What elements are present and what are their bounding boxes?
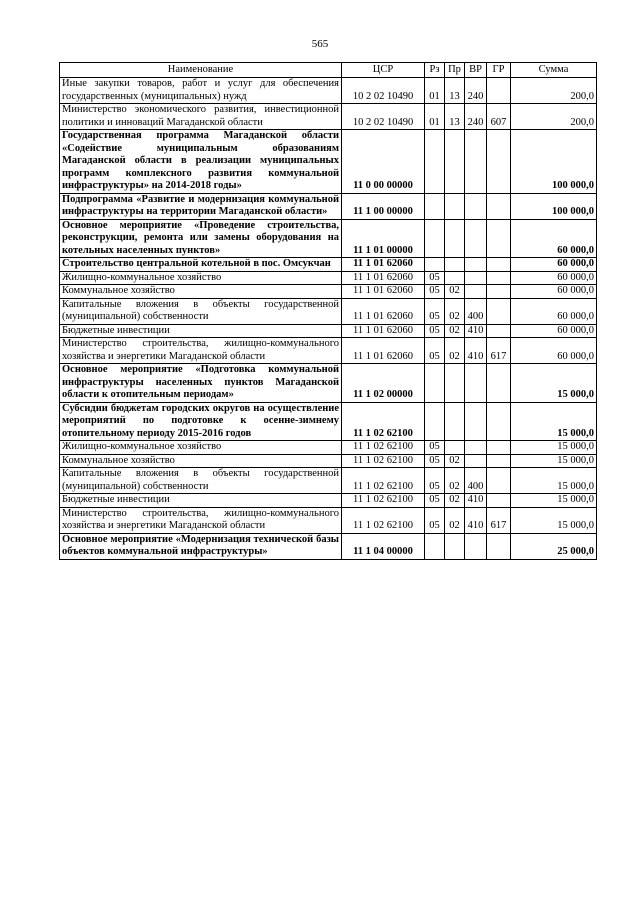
cell-sum: 60 000,0	[511, 324, 597, 338]
cell-vr: 400	[465, 298, 487, 324]
table-row	[60, 468, 597, 494]
cell-name: Основное мероприятие «Подготовка коммунальной инфраструктуры населенных пунктов Магаданской области к отопительным периодам»	[60, 364, 342, 403]
cell-name: Капитальные вложения в объекты государственной (муниципальной) собственности	[60, 298, 342, 324]
cell-sum: 60 000,0	[511, 219, 597, 258]
table-row	[60, 258, 597, 272]
cell-csr: 11 1 02 62100	[342, 454, 425, 468]
cell-vr: 240	[465, 78, 487, 104]
cell-csr: 11 1 01 62060	[342, 271, 425, 285]
table-row	[60, 441, 597, 455]
column-header-rz: Рз	[425, 63, 445, 78]
cell-vr	[465, 533, 487, 559]
cell-gr	[487, 494, 511, 508]
cell-sum: 200,0	[511, 78, 597, 104]
cell-name: Министерство строительства, жилищно-коммунального хозяйства и энергетики Магаданской области	[60, 507, 342, 533]
column-header-gr: ГР	[487, 63, 511, 78]
cell-name: Бюджетные инвестиции	[60, 324, 342, 338]
cell-rz: 05	[425, 468, 445, 494]
cell-name: Капитальные вложения в объекты государственной (муниципальной) собственности	[60, 468, 342, 494]
cell-name: Жилищно-коммунальное хозяйство	[60, 271, 342, 285]
cell-gr	[487, 402, 511, 441]
cell-pr	[445, 402, 465, 441]
cell-vr: 410	[465, 507, 487, 533]
cell-vr	[465, 258, 487, 272]
cell-vr: 410	[465, 494, 487, 508]
cell-name: Жилищно-коммунальное хозяйство	[60, 441, 342, 455]
cell-rz: 05	[425, 441, 445, 455]
cell-pr	[445, 130, 465, 194]
cell-vr: 240	[465, 104, 487, 130]
cell-rz: 05	[425, 285, 445, 299]
cell-name: Иные закупки товаров, работ и услуг для обеспечения государственных (муниципальных) нужд	[60, 78, 342, 104]
cell-sum: 15 000,0	[511, 364, 597, 403]
cell-vr: 400	[465, 468, 487, 494]
cell-csr: 11 1 04 00000	[342, 533, 425, 559]
cell-name: Субсидии бюджетам городских округов на осуществление мероприятий по подготовке к осенне-зимнему отопительному периоду 2015-2016 годов	[60, 402, 342, 441]
cell-rz	[425, 130, 445, 194]
cell-rz: 05	[425, 494, 445, 508]
cell-csr: 11 1 01 62060	[342, 285, 425, 299]
cell-sum: 100 000,0	[511, 193, 597, 219]
page-number: 565	[311, 38, 329, 50]
cell-csr: 11 1 01 62060	[342, 338, 425, 364]
cell-rz: 05	[425, 338, 445, 364]
cell-vr: 410	[465, 324, 487, 338]
cell-gr	[487, 533, 511, 559]
cell-rz: 05	[425, 507, 445, 533]
cell-sum: 60 000,0	[511, 298, 597, 324]
cell-gr	[487, 193, 511, 219]
cell-csr: 11 1 01 00000	[342, 219, 425, 258]
table-header-row	[60, 63, 597, 78]
cell-name: Основное мероприятие «Проведение строительства, реконструкции, ремонта или замены оборудования на котельных населенных пунктов»	[60, 219, 342, 258]
cell-gr: 617	[487, 338, 511, 364]
cell-sum: 15 000,0	[511, 507, 597, 533]
cell-vr	[465, 454, 487, 468]
cell-pr: 02	[445, 324, 465, 338]
cell-rz: 05	[425, 298, 445, 324]
cell-pr	[445, 364, 465, 403]
cell-pr	[445, 219, 465, 258]
cell-vr	[465, 193, 487, 219]
cell-pr: 02	[445, 338, 465, 364]
cell-gr	[487, 298, 511, 324]
cell-pr: 02	[445, 298, 465, 324]
cell-rz	[425, 402, 445, 441]
cell-name: Бюджетные инвестиции	[60, 494, 342, 508]
budget-table	[59, 62, 597, 560]
cell-csr: 11 1 01 62060	[342, 258, 425, 272]
cell-gr	[487, 324, 511, 338]
table-row	[60, 454, 597, 468]
cell-csr: 11 1 01 62060	[342, 324, 425, 338]
table-row	[60, 193, 597, 219]
cell-rz	[425, 533, 445, 559]
cell-pr	[445, 258, 465, 272]
table-row	[60, 324, 597, 338]
cell-csr: 10 2 02 10490	[342, 104, 425, 130]
table-row	[60, 285, 597, 299]
cell-csr: 11 1 00 00000	[342, 193, 425, 219]
cell-csr: 11 1 02 00000	[342, 364, 425, 403]
cell-name: Коммунальное хозяйство	[60, 454, 342, 468]
cell-pr: 02	[445, 285, 465, 299]
cell-gr	[487, 454, 511, 468]
cell-sum: 60 000,0	[511, 271, 597, 285]
cell-gr	[487, 78, 511, 104]
column-header-sum: Сумма	[511, 63, 597, 78]
cell-rz: 05	[425, 324, 445, 338]
cell-rz: 05	[425, 454, 445, 468]
cell-rz: 05	[425, 271, 445, 285]
cell-csr: 11 0 00 00000	[342, 130, 425, 194]
cell-csr: 10 2 02 10490	[342, 78, 425, 104]
cell-vr	[465, 402, 487, 441]
cell-vr	[465, 364, 487, 403]
cell-sum: 15 000,0	[511, 454, 597, 468]
cell-name: Подпрограмма «Развитие и модернизация коммунальной инфраструктуры на территории Магаданской области»	[60, 193, 342, 219]
cell-vr	[465, 219, 487, 258]
table-row	[60, 402, 597, 441]
cell-sum: 60 000,0	[511, 285, 597, 299]
cell-vr	[465, 130, 487, 194]
cell-sum: 200,0	[511, 104, 597, 130]
cell-gr	[487, 258, 511, 272]
table-body	[60, 78, 597, 560]
cell-rz	[425, 193, 445, 219]
cell-pr	[445, 271, 465, 285]
cell-gr: 607	[487, 104, 511, 130]
cell-pr	[445, 193, 465, 219]
cell-sum: 15 000,0	[511, 441, 597, 455]
cell-name: Строительство центральной котельной в пос. Омсукчан	[60, 258, 342, 272]
cell-pr: 02	[445, 454, 465, 468]
cell-pr	[445, 441, 465, 455]
cell-rz: 01	[425, 104, 445, 130]
table-row	[60, 104, 597, 130]
cell-pr: 02	[445, 494, 465, 508]
cell-rz	[425, 364, 445, 403]
cell-pr: 02	[445, 507, 465, 533]
table-row	[60, 298, 597, 324]
cell-sum: 25 000,0	[511, 533, 597, 559]
table-row	[60, 533, 597, 559]
cell-name: Основное мероприятие «Модернизация технической базы объектов коммунальной инфраструктуры»	[60, 533, 342, 559]
cell-sum: 15 000,0	[511, 494, 597, 508]
column-header-name: Наименование	[60, 63, 342, 78]
cell-name: Коммунальное хозяйство	[60, 285, 342, 299]
cell-gr	[487, 441, 511, 455]
cell-gr	[487, 364, 511, 403]
cell-rz	[425, 219, 445, 258]
cell-csr: 11 1 02 62100	[342, 441, 425, 455]
cell-name: Министерство экономического развития, инвестиционной политики и инноваций Магаданской области	[60, 104, 342, 130]
cell-csr: 11 1 02 62100	[342, 507, 425, 533]
table-row	[60, 271, 597, 285]
cell-vr	[465, 285, 487, 299]
cell-pr: 02	[445, 468, 465, 494]
cell-rz: 01	[425, 78, 445, 104]
cell-gr	[487, 271, 511, 285]
cell-pr: 13	[445, 104, 465, 130]
table-row	[60, 78, 597, 104]
cell-csr: 11 1 01 62060	[342, 298, 425, 324]
cell-vr	[465, 441, 487, 455]
cell-vr	[465, 271, 487, 285]
table-row	[60, 507, 597, 533]
cell-pr	[445, 533, 465, 559]
cell-sum: 15 000,0	[511, 468, 597, 494]
column-header-vr: ВР	[465, 63, 487, 78]
column-header-csr: ЦСР	[342, 63, 425, 78]
cell-sum: 100 000,0	[511, 130, 597, 194]
cell-name: Министерство строительства, жилищно-коммунального хозяйства и энергетики Магаданской области	[60, 338, 342, 364]
cell-vr: 410	[465, 338, 487, 364]
table-row	[60, 494, 597, 508]
table-row	[60, 130, 597, 194]
cell-gr: 617	[487, 507, 511, 533]
column-header-pr: Пр	[445, 63, 465, 78]
table-row	[60, 219, 597, 258]
cell-csr: 11 1 02 62100	[342, 494, 425, 508]
cell-gr	[487, 219, 511, 258]
table-row	[60, 338, 597, 364]
cell-csr: 11 1 02 62100	[342, 468, 425, 494]
cell-gr	[487, 130, 511, 194]
table-row	[60, 364, 597, 403]
cell-sum: 60 000,0	[511, 258, 597, 272]
cell-sum: 60 000,0	[511, 338, 597, 364]
cell-name: Государственная программа Магаданской области «Содействие муниципальным образованиям Магаданской области в реализации муниципальных программ комплексного развития коммунальной инфраструктуры» на 2014-2018 годы»	[60, 130, 342, 194]
cell-csr: 11 1 02 62100	[342, 402, 425, 441]
cell-pr: 13	[445, 78, 465, 104]
cell-gr	[487, 468, 511, 494]
cell-sum: 15 000,0	[511, 402, 597, 441]
cell-gr	[487, 285, 511, 299]
cell-rz	[425, 258, 445, 272]
